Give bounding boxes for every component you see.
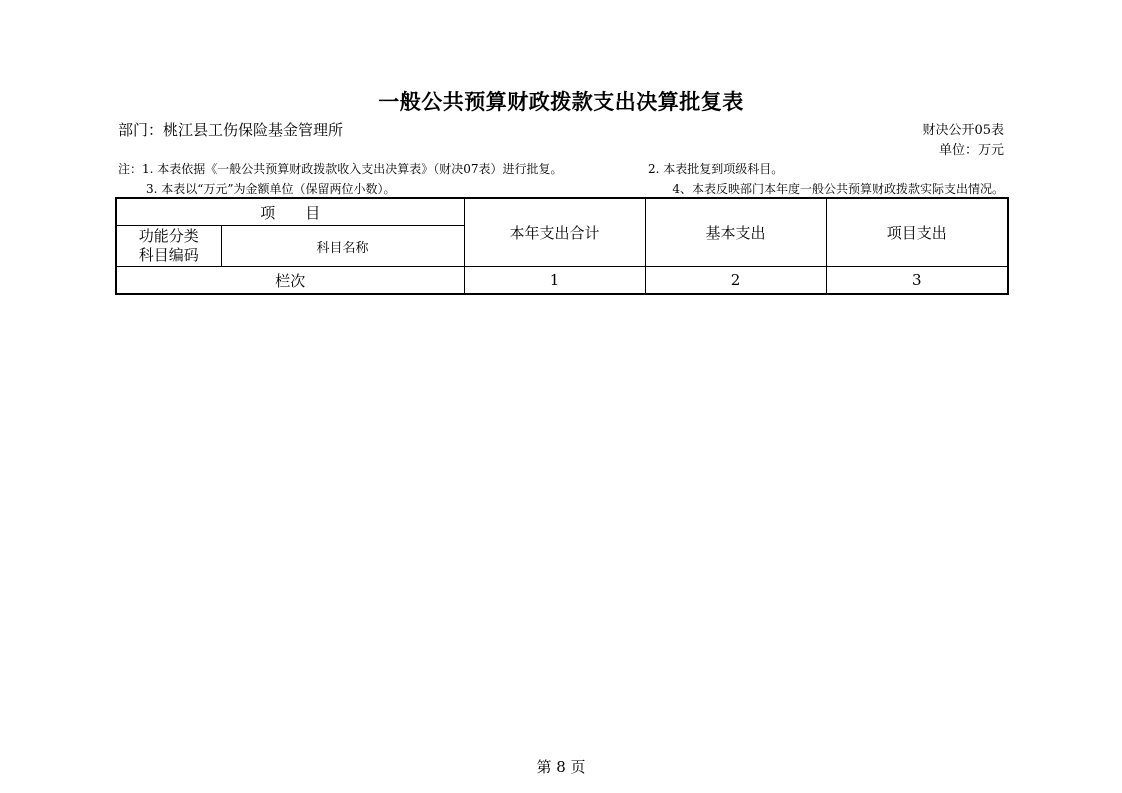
unit-label: 单位：万元: [938, 143, 1004, 158]
department-label: 部门：桃江县工伤保险基金管理所: [118, 121, 344, 139]
header-basic: 基本支出: [645, 198, 826, 267]
header-item: 项 目: [116, 198, 464, 226]
header-name: 科目名称: [221, 226, 464, 267]
header-code-line1: 功能分类: [138, 227, 199, 245]
header-code: [116, 226, 221, 267]
note-3: 3. 本表以“万元”为金额单位（保留两位小数）。: [146, 182, 396, 196]
header-code-line2: 科目编码: [138, 246, 199, 264]
header-project: 项目支出: [826, 198, 1008, 267]
page-title: 一般公共预算财政拨款支出决算批复表: [378, 89, 744, 114]
column-number-1: 1: [464, 267, 645, 295]
page-number: 第 8 页: [536, 758, 586, 776]
budget-table: [115, 197, 1009, 295]
column-number-2: 2: [645, 267, 826, 295]
note-2: 2. 本表批复到项级科目。: [648, 162, 784, 176]
column-number-3: 3: [826, 267, 1008, 295]
note-1: 注：1. 本表依据《一般公共预算财政拨款收入支出决算表》（财决07表）进行批复。: [118, 162, 563, 176]
row-label: 栏次: [116, 267, 464, 295]
form-number: 财决公开05表: [922, 123, 1004, 138]
header-total: 本年支出合计: [464, 198, 645, 267]
table-row: [116, 267, 1008, 295]
note-4: 4、本表反映部门本年度一般公共预算财政拨款实际支出情况。: [672, 182, 1004, 196]
